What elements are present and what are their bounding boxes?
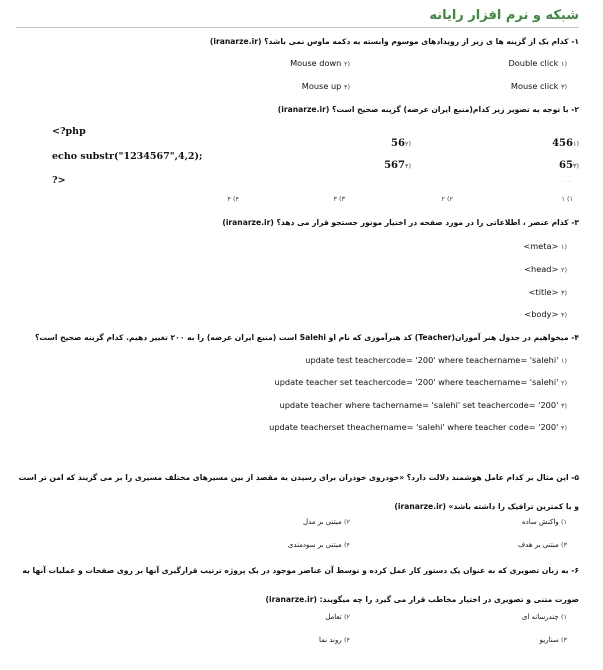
q4-option-4 [269, 422, 567, 432]
q3-option-4 [524, 309, 567, 319]
title-divider [16, 27, 579, 28]
q2-answer-3-num: ۳) [572, 162, 579, 170]
q2-answer-3-value: 65 [559, 160, 573, 171]
q6-option-2-text: تعامل [325, 613, 342, 621]
q5-option-2-num: ۲) [343, 518, 350, 526]
q4-option-4-num: ۴) [560, 424, 567, 432]
q2-answer-2-num: ۲) [404, 140, 411, 148]
question-3: ۳- کدام عنصر ، اطلاعاتی را در مورد صفحه در اختیار موتور جستجو قرار می دهد؟ (iranarze.ir) [222, 218, 579, 227]
q5-option-3-text: مبتنی بر هدف [517, 541, 559, 549]
q1-option-4 [302, 81, 350, 91]
q5-option-1-num: ۱) [560, 518, 567, 526]
code-line-1: <?php [52, 126, 86, 137]
q2-answer-4 [384, 153, 411, 172]
q1-option-1-num: ۱) [560, 60, 567, 68]
q4-option-4-text: update teacherset theachername= 'salehi' where teacher code= '200' [269, 422, 559, 432]
q2-choice-2: ۲ (۲ [441, 195, 453, 203]
q5-option-4-num: ۴) [343, 541, 350, 549]
q5-option-2-text: مبتنی بر مدل [303, 518, 342, 526]
q6-option-3-num: ۳) [560, 636, 567, 644]
question-1: ۱- کدام یک از گزینه ها ی زیر از رویدادهای موسوم وابسته به دکمه ماوس نمی باشد؟ (iranarze.ir) [209, 37, 579, 46]
code-line-3: ?> [52, 175, 66, 186]
question-5: ۵- این مثال بر کدام عامل هوشمند دلالت دارد؟ «خودروی خودران برای رسیدن به مقصد از بین مسیرهای مختلف مسیری را بر می گزیند که امن تر است و یا کمترین ترافیک را داشته باشد» (iranarze.ir) [18, 473, 579, 511]
q6-option-4-text: روند نما [318, 636, 342, 644]
q4-option-3 [280, 400, 567, 410]
q4-option-2 [275, 377, 568, 387]
question-4: ۴- میخواهیم در جدول هنر آموزان(Teacher) کد هنرآموزی که نام او Salehi است (منبع ایران عرضه) را به ۲۰۰ تغییر دهیم. کدام گزینه صحیح است؟ [34, 333, 579, 342]
q5-option-1 [522, 518, 567, 526]
q5-option-4-text: مبتنی بر سودمندی [287, 541, 342, 549]
q3-option-1-text: <meta> [523, 241, 559, 251]
q2-answer-2-value: 56 [391, 138, 405, 149]
q3-option-1 [523, 241, 567, 251]
q1-option-1 [508, 58, 567, 68]
q1-option-3-num: ۳) [560, 83, 567, 91]
q6-option-4 [319, 636, 350, 644]
q6-option-2-num: ۲) [343, 613, 350, 621]
q2-answer-2 [391, 131, 411, 150]
q6-option-1-num: ۱) [560, 613, 567, 621]
q4-option-1-text: update test teachercode= '200' where teachername= 'salehi' [305, 355, 559, 365]
q5-option-2 [303, 518, 350, 526]
q4-option-2-text: update teacher set teachercode= '200' where teachername= 'salehi' [274, 377, 559, 387]
q6-option-1 [522, 613, 567, 621]
q3-option-3-num: ۳) [560, 289, 567, 297]
q1-option-3 [511, 81, 567, 91]
q4-option-1-num: ۱) [560, 357, 567, 365]
q2-answer-3 [559, 153, 579, 172]
q6-option-1-text: چندرسانه ای [521, 613, 559, 621]
q1-option-2-text: Mouse down [290, 58, 342, 68]
q3-option-2-text: <head> [524, 264, 559, 274]
q6-option-3-text: سناریو [539, 636, 559, 644]
q2-choice-4: ۴ (۴ [227, 195, 239, 203]
q3-option-1-num: ۱) [560, 243, 567, 251]
q3-option-2-num: ۲) [560, 266, 567, 274]
q1-option-4-text: Mouse up [301, 81, 342, 91]
question-6: ۶- به زبان تصویری که به عنوان یک دستور کار عمل کرده و توسط آن عناصر موجود در یک پروژه ترتیب قرارگیری آنها بر روی صفحات و عملیات آنها به صورت متنی و تصویری در اختیار مخاطب قرار می گیرد را چه میگویند: (iranarze.ir) [22, 566, 579, 604]
q5-option-3-num: ۳) [560, 541, 567, 549]
q5-option-4 [288, 541, 350, 549]
q2-answer-4-value: 567 [384, 160, 405, 171]
q2-answer-1-num: ۱) [572, 140, 579, 148]
q3-option-3-text: <title> [528, 287, 559, 297]
q6-option-3 [540, 636, 567, 644]
q2-answer-1 [552, 131, 579, 150]
q6-option-2 [325, 613, 350, 621]
q1-option-2 [290, 58, 350, 68]
q4-option-3-num: ۳) [560, 402, 567, 410]
q3-option-4-num: ۴) [560, 311, 567, 319]
q1-option-1-text: Double click [508, 58, 559, 68]
q2-faded-mark: ᆞᆞ [559, 178, 573, 186]
q5-option-3 [518, 541, 567, 549]
code-line-2: echo substr("1234567",4,2); [52, 151, 203, 162]
q2-choice-1: ۱ (۱ [561, 195, 573, 203]
q3-option-2 [524, 264, 567, 274]
q4-option-1 [305, 355, 567, 365]
q2-answer-4-num: ۴) [404, 162, 411, 170]
q2-answer-1-value: 456 [552, 138, 573, 149]
q1-option-3-text: Mouse click [510, 81, 559, 91]
q5-option-1-text: واکنش ساده [522, 518, 559, 526]
question-2: ۲- با توجه به تصویر زیر کدام(منبع ایران عرضه) گزینه صحیح است؟ (iranarze.ir) [277, 105, 579, 114]
q1-option-4-num: ۴) [343, 83, 350, 91]
q2-choice-3: ۳ (۳ [333, 195, 345, 203]
page-title: شبکه و نرم افزار رایانه [429, 8, 579, 23]
q1-option-2-num: ۲) [343, 60, 350, 68]
q4-option-3-text: update teacher where tachername= 'salehi' set teachercode= '200' [279, 400, 559, 410]
q3-option-4-text: <body> [524, 309, 559, 319]
q6-option-4-num: ۴) [343, 636, 350, 644]
q4-option-2-num: ۲) [560, 379, 567, 387]
q3-option-3 [529, 287, 567, 297]
